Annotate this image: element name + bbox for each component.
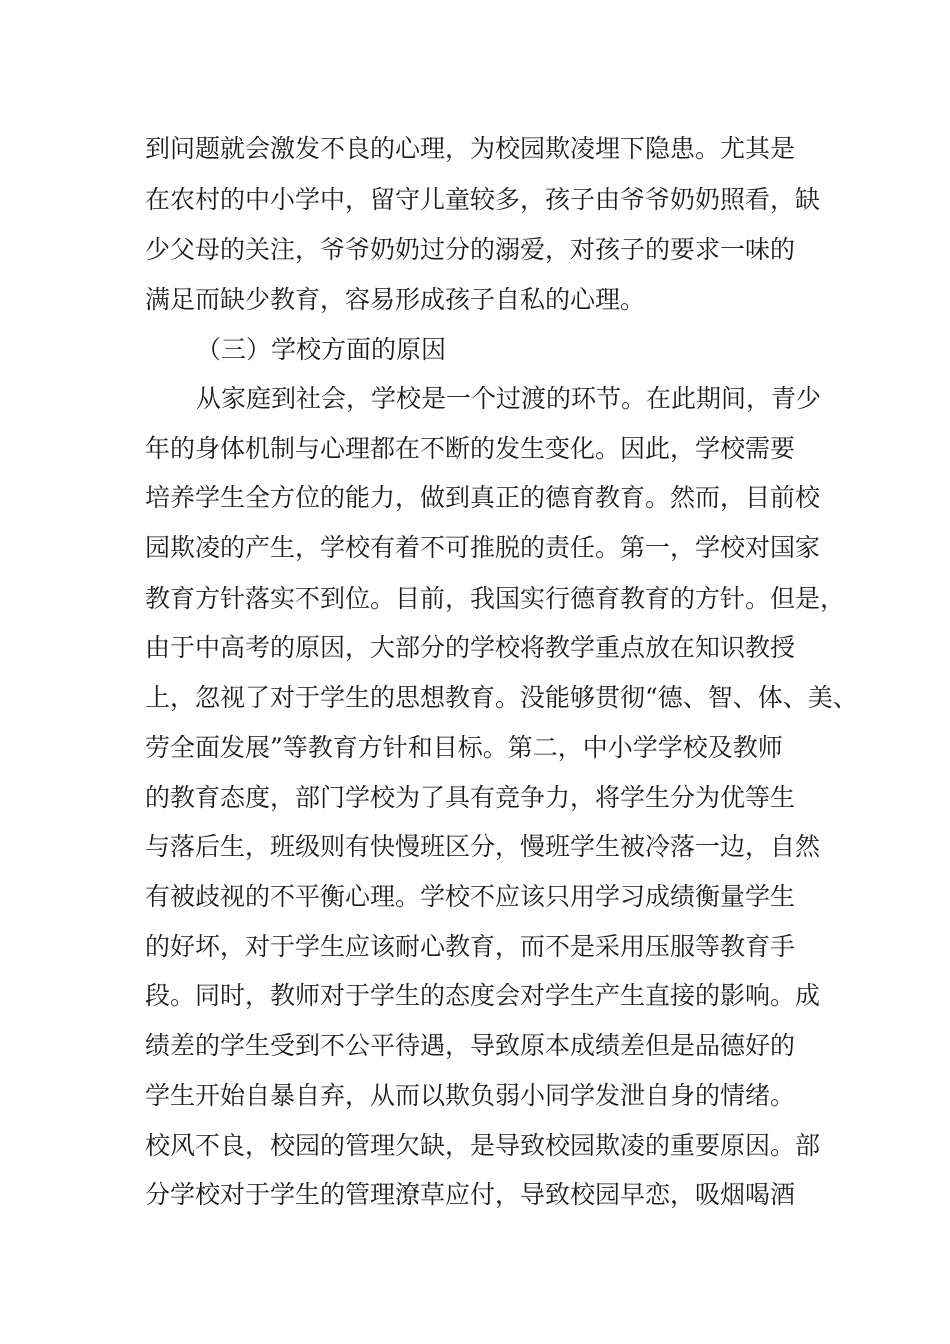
text-line: 由于中高考的原因，大部分的学校将教学重点放在知识教授 (145, 633, 796, 662)
text-line: 与落后生，班级则有快慢班区分，慢班学生被冷落一边，自然 (145, 832, 821, 861)
text-line: 到问题就会激发不良的心理，为校园欺凌埋下隐患。尤其是 (145, 134, 796, 163)
text-line: 学生开始自暴自弃，从而以欺负弱小同学发泄自身的情绪。 (145, 1081, 796, 1110)
text-line: 分学校对于学生的管理潦草应付，导致校园早恋，吸烟喝酒 (145, 1180, 796, 1209)
text-line: 满足而缺少教育，容易形成孩子自私的心理。 (145, 285, 646, 314)
text-line: 少父母的关注，爷爷奶奶过分的溺爱，对孩子的要求一味的 (145, 235, 796, 264)
text-line: 绩差的学生受到不公平待遇，导致原本成绩差但是品德好的 (145, 1031, 796, 1060)
text-line: 从家庭到社会，学校是一个过渡的环节。在此期间，青少 (196, 384, 822, 413)
section-heading: （三）学校方面的原因 (196, 335, 447, 364)
text-line: 上，忽视了对于学生的思想教育。没能够贯彻“德、智、体、美、 (145, 683, 858, 712)
text-line: 有被歧视的不平衡心理。学校不应该只用学习成绩衡量学生 (145, 882, 796, 911)
text-line: 培养学生全方位的能力，做到真正的德育教育。然而，目前校 (145, 483, 821, 512)
text-line: 的好坏，对于学生应该耐心教育，而不是采用压服等教育手 (145, 932, 796, 961)
text-line: 校风不良，校园的管理欠缺，是导致校园欺凌的重要原因。部 (145, 1131, 821, 1160)
text-line: 园欺凌的产生，学校有着不可推脱的责任。第一，学校对国家 (145, 533, 821, 562)
text-line: 段。同时，教师对于学生的态度会对学生产生直接的影响。成 (145, 981, 821, 1010)
text-line: 劳全面发展”等教育方针和目标。第二，中小学学校及教师 (145, 733, 783, 762)
text-line: 教育方针落实不到位。目前，我国实行德育教育的方针。但是， (145, 584, 846, 613)
text-line: 年的身体机制与心理都在不断的发生变化。因此，学校需要 (145, 434, 796, 463)
text-line: 在农村的中小学中，留守儿童较多，孩子由爷爷奶奶照看，缺 (145, 185, 821, 214)
text-line: 的教育态度，部门学校为了具有竞争力，将学生分为优等生 (145, 783, 796, 812)
